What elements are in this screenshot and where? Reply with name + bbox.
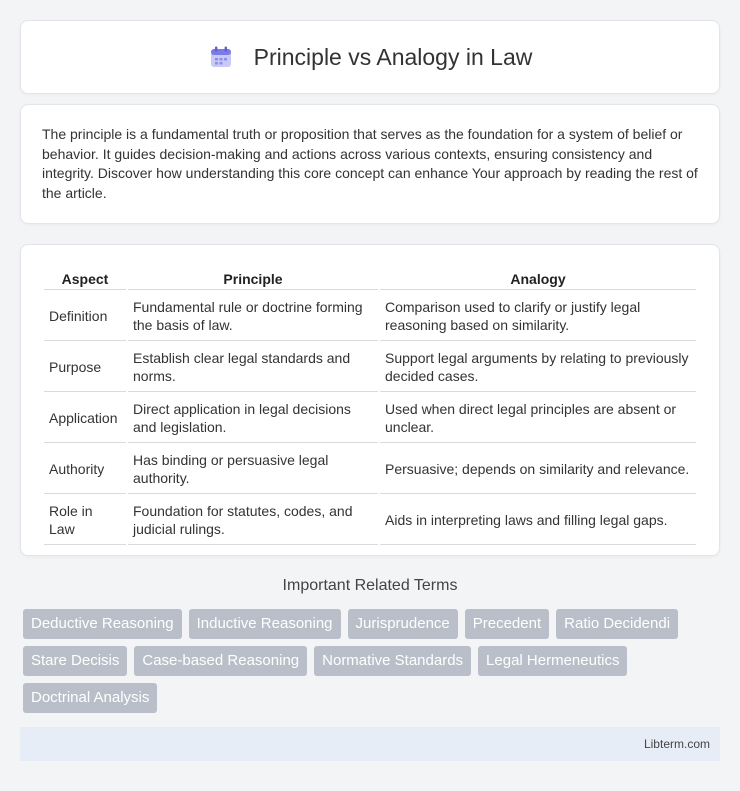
cell-principle: Has binding or persuasive legal authority. bbox=[128, 445, 378, 494]
cell-principle: Establish clear legal standards and norms. bbox=[128, 343, 378, 392]
cell-analogy: Support legal arguments by relating to previously decided cases. bbox=[380, 343, 696, 392]
cell-analogy: Aids in interpreting laws and filling legal gaps. bbox=[380, 496, 696, 545]
table-row bbox=[44, 394, 696, 443]
cell-principle: Fundamental rule or doctrine forming the basis of law. bbox=[128, 292, 378, 341]
table-row bbox=[44, 343, 696, 392]
header-card bbox=[20, 20, 720, 94]
tag-normative-standards[interactable]: Normative Standards bbox=[314, 646, 471, 676]
cell-aspect: Role in Law bbox=[44, 496, 126, 545]
table-row bbox=[44, 292, 696, 341]
comparison-table bbox=[42, 265, 698, 547]
table-row bbox=[44, 496, 696, 545]
tag-case-based-reasoning[interactable]: Case-based Reasoning bbox=[134, 646, 307, 676]
cell-analogy: Comparison used to clarify or justify legal reasoning based on similarity. bbox=[380, 292, 696, 341]
column-header-principle: Principle bbox=[128, 267, 378, 290]
column-header-aspect: Aspect bbox=[44, 267, 126, 290]
column-header-analogy: Analogy bbox=[380, 267, 696, 290]
cell-analogy: Used when direct legal principles are absent or unclear. bbox=[380, 394, 696, 443]
cell-analogy: Persuasive; depends on similarity and relevance. bbox=[380, 445, 696, 494]
tag-precedent[interactable]: Precedent bbox=[465, 609, 549, 639]
footer-site-link[interactable]: Libterm.com bbox=[643, 737, 710, 751]
related-terms-title: Important Related Terms bbox=[282, 577, 458, 594]
tag-doctrinal-analysis[interactable]: Doctrinal Analysis bbox=[23, 683, 157, 713]
cell-aspect: Authority bbox=[44, 445, 126, 494]
cell-aspect: Definition bbox=[44, 292, 126, 341]
intro-card bbox=[20, 104, 720, 224]
tag-jurisprudence[interactable]: Jurisprudence bbox=[348, 609, 458, 639]
comparison-table-card bbox=[20, 244, 720, 556]
tag-inductive-reasoning[interactable]: Inductive Reasoning bbox=[189, 609, 341, 639]
cell-aspect: Purpose bbox=[44, 343, 126, 392]
tag-deductive-reasoning[interactable]: Deductive Reasoning bbox=[23, 609, 182, 639]
tag-stare-decisis[interactable]: Stare Decisis bbox=[23, 646, 127, 676]
footer bbox=[20, 727, 720, 761]
intro-text: The principle is a fundamental truth or proposition that serves as the foundation for a system of belief or behavior. It guides decision-making and actions across various contexts, ensuring consistency and integrity. Discover how understanding this core concept can enhance Your approach by reading the rest of the article. bbox=[42, 126, 698, 201]
table-header-row bbox=[44, 267, 696, 290]
tag-ratio-decidendi[interactable]: Ratio Decidendi bbox=[556, 609, 678, 639]
tag-legal-hermeneutics[interactable]: Legal Hermeneutics bbox=[478, 646, 627, 676]
calendar-icon bbox=[208, 44, 234, 70]
table-row bbox=[44, 445, 696, 494]
page-title: Principle vs Analogy in Law bbox=[253, 43, 533, 70]
cell-principle: Foundation for statutes, codes, and judicial rulings. bbox=[128, 496, 378, 545]
cell-aspect: Application bbox=[44, 394, 126, 443]
related-terms-list bbox=[23, 609, 723, 713]
cell-principle: Direct application in legal decisions and legislation. bbox=[128, 394, 378, 443]
